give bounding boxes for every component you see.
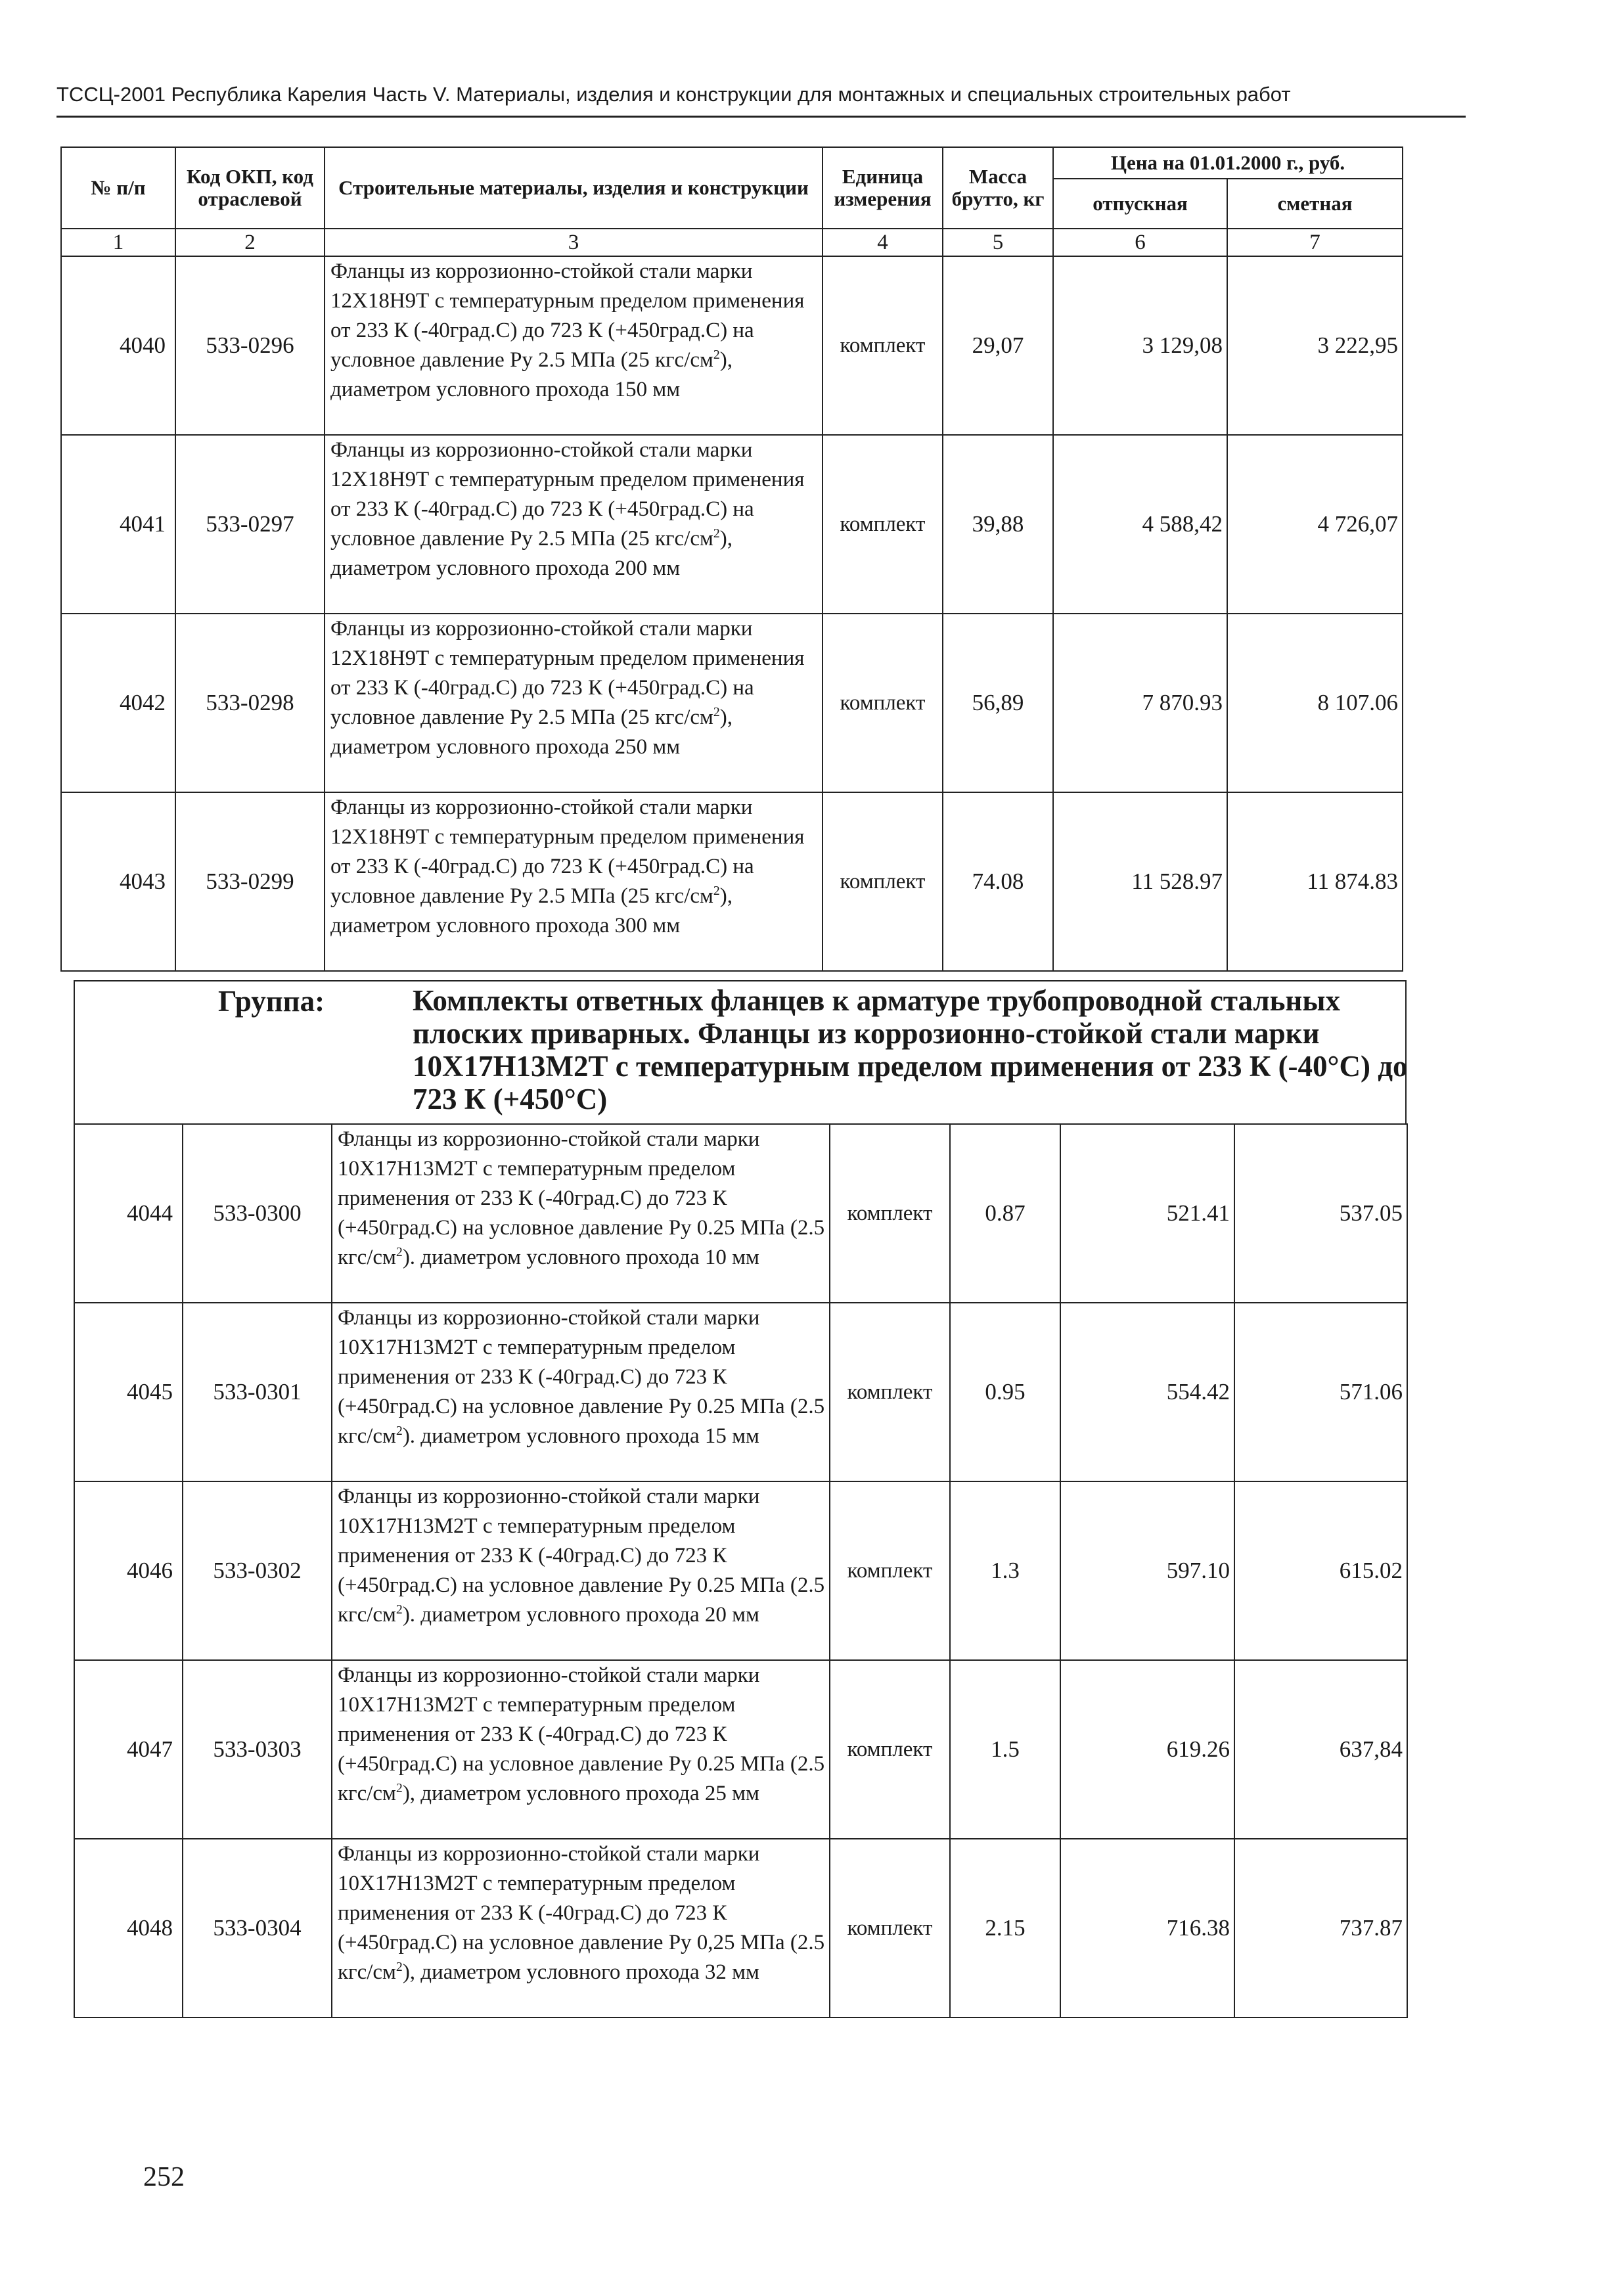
header-rule xyxy=(56,116,1466,118)
table-row xyxy=(61,792,1403,971)
item-mass: 56,89 xyxy=(943,614,1053,792)
item-unit: комплект xyxy=(830,1303,950,1481)
price-table-bottom xyxy=(74,1123,1408,2018)
column-number: 6 xyxy=(1053,229,1227,256)
item-unit: комплект xyxy=(830,1660,950,1839)
column-number: 3 xyxy=(325,229,823,256)
group-label: Группа: xyxy=(218,985,325,1018)
table-row xyxy=(74,1839,1407,2018)
item-number: 4045 xyxy=(74,1303,183,1481)
item-unit: комплект xyxy=(830,1124,950,1303)
header-price-release: отпускная xyxy=(1053,179,1227,229)
description-text: Фланцы из коррозионно-стойкой стали марки 10Х17Н13М2Т с температурным пределом применения от 233 К (-40град.С) до 723 К (+450град.С) на условное давление Ру 0.25 МПа (2.5 кгс/см xyxy=(338,1127,825,1269)
item-description xyxy=(332,1481,830,1660)
item-description xyxy=(332,1839,830,2018)
item-code: 533-0301 xyxy=(183,1303,332,1481)
table-row xyxy=(74,1303,1407,1481)
item-price-estimate: 11 874.83 xyxy=(1227,792,1403,971)
header-material: Строительные материалы, изделия и конструкции xyxy=(325,147,823,229)
item-unit: комплект xyxy=(823,614,943,792)
header-price-estimate: сметная xyxy=(1227,179,1403,229)
header-unit: Единица измерения xyxy=(823,147,943,229)
item-price-release: 4 588,42 xyxy=(1053,435,1227,614)
description-text: ), диаметром условного прохода 250 мм xyxy=(330,706,733,759)
description-text: ), диаметром условного прохода 25 мм xyxy=(402,1782,759,1805)
item-code: 533-0297 xyxy=(175,435,325,614)
superscript: 2 xyxy=(395,1602,403,1617)
description-text: ), диаметром условного прохода 200 мм xyxy=(330,527,733,580)
description-text: Фланцы из коррозионно-стойкой стали марки 12Х18Н9Т с температурным пределом применения от 233 К (-40град.С) до 723 К (+450град.С) на условное давление Ру 2.5 МПа (25 кгс/см xyxy=(330,259,805,372)
item-price-estimate: 637,84 xyxy=(1234,1660,1407,1839)
item-code: 533-0302 xyxy=(183,1481,332,1660)
column-number: 7 xyxy=(1227,229,1403,256)
column-number: 1 xyxy=(61,229,175,256)
description-text: Фланцы из коррозионно-стойкой стали марки 10Х17Н13М2Т с температурным пределом применения от 233 К (-40град.С) до 723 К (+450град.С) на условное давление Ру 0.25 МПа (2.5 кгс/см xyxy=(338,1306,825,1448)
item-description xyxy=(325,614,823,792)
item-unit: комплект xyxy=(830,1481,950,1660)
description-text: Фланцы из коррозионно-стойкой стали марки 10Х17Н13М2Т с температурным пределом применения от 233 К (-40град.С) до 723 К (+450град.С) на условное давление Ру 0,25 МПа (2.5 кгс/см xyxy=(338,1842,825,1984)
item-number: 4040 xyxy=(61,256,175,435)
item-description xyxy=(332,1124,830,1303)
item-mass: 1.3 xyxy=(950,1481,1060,1660)
item-price-estimate: 537.05 xyxy=(1234,1124,1407,1303)
description-text: ), диаметром условного прохода 300 мм xyxy=(330,884,733,937)
item-price-release: 3 129,08 xyxy=(1053,256,1227,435)
item-price-release: 619.26 xyxy=(1060,1660,1234,1839)
item-mass: 0.95 xyxy=(950,1303,1060,1481)
item-price-estimate: 8 107.06 xyxy=(1227,614,1403,792)
description-text: ). диаметром условного прохода 10 мм xyxy=(402,1246,759,1269)
column-number: 5 xyxy=(943,229,1053,256)
item-number: 4042 xyxy=(61,614,175,792)
item-description xyxy=(332,1660,830,1839)
item-mass: 29,07 xyxy=(943,256,1053,435)
item-mass: 0.87 xyxy=(950,1124,1060,1303)
superscript: 2 xyxy=(713,526,720,541)
item-code: 533-0300 xyxy=(183,1124,332,1303)
table-row xyxy=(61,256,1403,435)
item-price-estimate: 615.02 xyxy=(1234,1481,1407,1660)
superscript: 2 xyxy=(395,1960,403,1974)
item-price-estimate: 571.06 xyxy=(1234,1303,1407,1481)
table-row xyxy=(74,1124,1407,1303)
description-text: Фланцы из коррозионно-стойкой стали марки 10Х17Н13М2Т с температурным пределом применения от 233 К (-40град.С) до 723 К (+450град.С) на условное давление Ру 0.25 МПа (2.5 кгс/см xyxy=(338,1663,825,1805)
item-description xyxy=(325,435,823,614)
item-price-release: 7 870.93 xyxy=(1053,614,1227,792)
item-code: 533-0298 xyxy=(175,614,325,792)
header-price-group: Цена на 01.01.2000 г., руб. xyxy=(1053,147,1403,179)
item-number: 4046 xyxy=(74,1481,183,1660)
item-code: 533-0303 xyxy=(183,1660,332,1839)
column-number: 2 xyxy=(175,229,325,256)
item-mass: 39,88 xyxy=(943,435,1053,614)
column-number: 4 xyxy=(823,229,943,256)
item-mass: 2.15 xyxy=(950,1839,1060,2018)
page-number: 252 xyxy=(143,2162,185,2192)
item-code: 533-0296 xyxy=(175,256,325,435)
description-text: ), диаметром условного прохода 32 мм xyxy=(402,1960,759,1984)
superscript: 2 xyxy=(395,1245,403,1259)
superscript: 2 xyxy=(395,1424,403,1438)
item-number: 4041 xyxy=(61,435,175,614)
group-title: Комплекты ответных фланцев к арматуре трубопроводной стальных плоских приварных. Фланцы из коррозионно-стойкой стали марки 10Х17Н13М2Т с температурным пределом применения от 233 К (-40°С) до 723 К (+450°С) xyxy=(413,984,1408,1116)
description-text: Фланцы из коррозионно-стойкой стали марки 12Х18Н9Т с температурным пределом применения от 233 К (-40град.С) до 723 К (+450град.С) на условное давление Ру 2.5 МПа (25 кгс/см xyxy=(330,617,805,729)
superscript: 2 xyxy=(395,1781,403,1795)
item-price-estimate: 737.87 xyxy=(1234,1839,1407,2018)
item-number: 4048 xyxy=(74,1839,183,2018)
header-mass: Масса брутто, кг xyxy=(943,147,1053,229)
table-row xyxy=(74,1481,1407,1660)
description-text: Фланцы из коррозионно-стойкой стали марки 12Х18Н9Т с температурным пределом применения от 233 К (-40град.С) до 723 К (+450град.С) на условное давление Ру 2.5 МПа (25 кгс/см xyxy=(330,438,805,551)
item-number: 4043 xyxy=(61,792,175,971)
table-row xyxy=(61,435,1403,614)
item-price-release: 716.38 xyxy=(1060,1839,1234,2018)
superscript: 2 xyxy=(713,705,720,719)
description-text: ). диаметром условного прохода 15 мм xyxy=(402,1424,759,1448)
item-price-release: 597.10 xyxy=(1060,1481,1234,1660)
superscript: 2 xyxy=(713,884,720,898)
price-table-top xyxy=(60,147,1403,972)
description-text: ). диаметром условного прохода 20 мм xyxy=(402,1603,759,1627)
item-description xyxy=(325,256,823,435)
description-text: Фланцы из коррозионно-стойкой стали марки 10Х17Н13М2Т с температурным пределом применения от 233 К (-40град.С) до 723 К (+450град.С) на условное давление Ру 0.25 МПа (2.5 кгс/см xyxy=(338,1485,825,1627)
item-unit: комплект xyxy=(823,792,943,971)
item-number: 4047 xyxy=(74,1660,183,1839)
item-price-release: 521.41 xyxy=(1060,1124,1234,1303)
group-heading xyxy=(74,980,1407,1123)
item-mass: 1.5 xyxy=(950,1660,1060,1839)
item-code: 533-0299 xyxy=(175,792,325,971)
item-unit: комплект xyxy=(823,435,943,614)
item-unit: комплект xyxy=(830,1839,950,2018)
item-number: 4044 xyxy=(74,1124,183,1303)
item-price-release: 554.42 xyxy=(1060,1303,1234,1481)
item-price-release: 11 528.97 xyxy=(1053,792,1227,971)
superscript: 2 xyxy=(713,348,720,362)
item-price-estimate: 4 726,07 xyxy=(1227,435,1403,614)
description-text: Фланцы из коррозионно-стойкой стали марки 12Х18Н9Т с температурным пределом применения от 233 К (-40град.С) до 723 К (+450град.С) на условное давление Ру 2.5 МПа (25 кгс/см xyxy=(330,796,805,908)
table-row xyxy=(74,1660,1407,1839)
item-price-estimate: 3 222,95 xyxy=(1227,256,1403,435)
header-code: Код ОКП, код отраслевой xyxy=(175,147,325,229)
item-description xyxy=(332,1303,830,1481)
item-description xyxy=(325,792,823,971)
item-code: 533-0304 xyxy=(183,1839,332,2018)
running-header: ТССЦ-2001 Республика Карелия Часть V. Материалы, изделия и конструкции для монтажных и специальных строительных работ xyxy=(56,83,1291,106)
item-mass: 74.08 xyxy=(943,792,1053,971)
table-row xyxy=(61,614,1403,792)
header-no: № п/п xyxy=(61,147,175,229)
item-unit: комплект xyxy=(823,256,943,435)
description-text: ), диаметром условного прохода 150 мм xyxy=(330,348,733,401)
